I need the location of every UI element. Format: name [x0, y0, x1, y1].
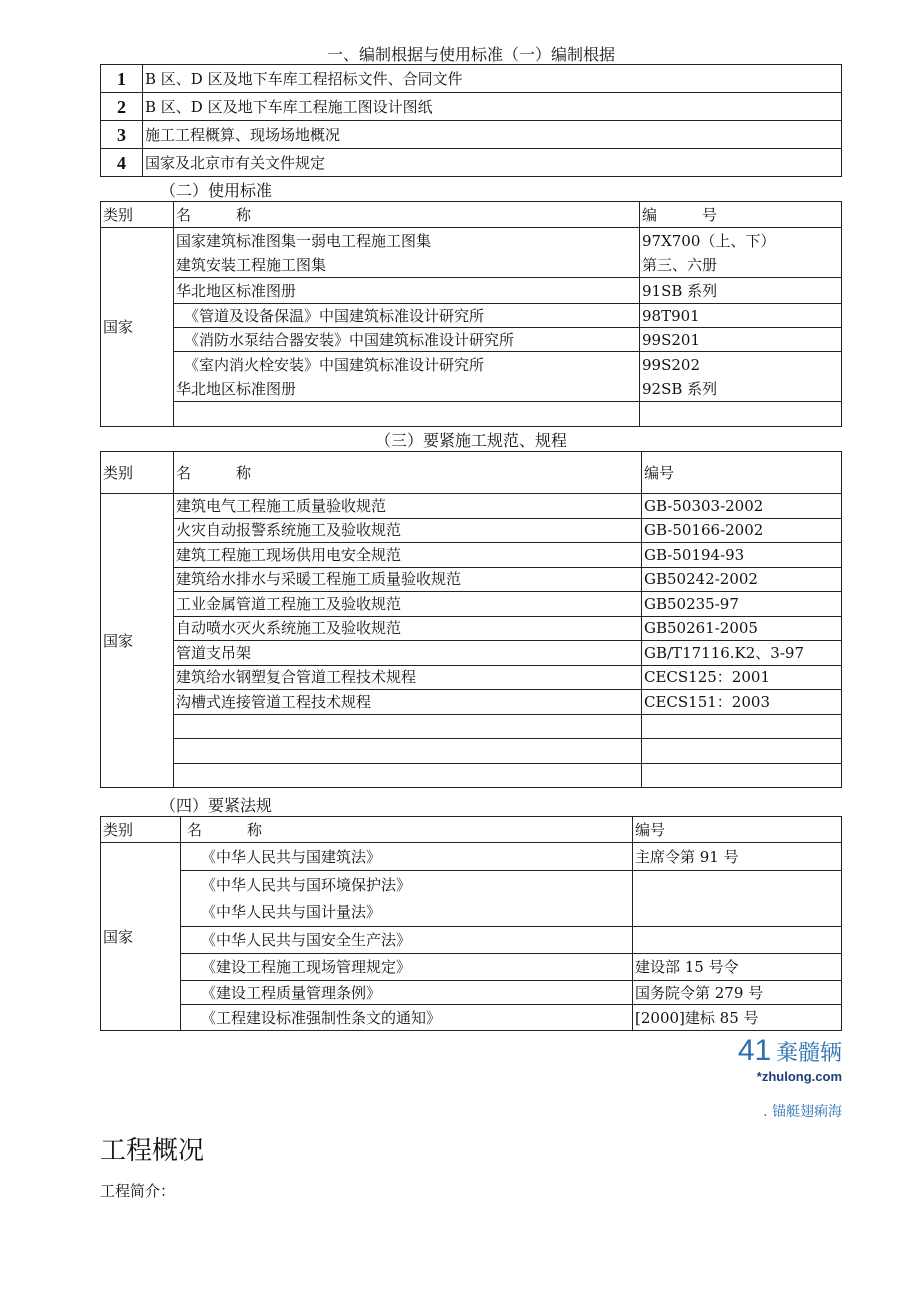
- table-header: 类别 名 称 编号: [101, 452, 842, 494]
- table-row: [101, 714, 842, 739]
- table-row: 火灾自动报警系统施工及验收规范 GB-50166-2002: [101, 518, 842, 543]
- table-row: 国家 建筑电气工程施工质量验收规范 GB-50303-2002: [101, 494, 842, 519]
- table-row: 工业金属管道工程施工及验收规范 GB50235-97: [101, 592, 842, 617]
- table-row: 3 施工工程概算、现场场地概况: [101, 121, 842, 149]
- table-row: 国家 《中华人民共与国建筑法》 主席令第 91 号: [101, 843, 842, 871]
- specifications-table: [100, 451, 842, 788]
- table-row: 《室内消火栓安装》中国建筑标准设计研究所 华北地区标准图册 99S202 92SB 系列: [101, 352, 842, 402]
- table-row: 建筑给水排水与采暖工程施工质量验收规范 GB50242-2002: [101, 567, 842, 592]
- category-cell: 国家: [101, 228, 174, 427]
- table-row: [101, 763, 842, 788]
- section2-title: （二）使用标准: [160, 181, 273, 200]
- table-header: 类别 名 称 编号: [101, 817, 842, 843]
- basis-table: [100, 64, 842, 177]
- section3-title: （三）要紧施工规范、规程: [374, 431, 567, 450]
- section4-title: （四）要紧法规: [160, 796, 273, 815]
- table-row: 《中华人民共与国安全生产法》: [101, 927, 842, 954]
- table-row: 沟槽式连接管道工程技术规程 CECS151：2003: [101, 690, 842, 715]
- table-row: 《建设工程施工现场管理规定》 建设部 15 号令: [101, 954, 842, 981]
- logo-text: 棄髓辆: [775, 1041, 842, 1066]
- table-row: 4 国家及北京市有关文件规定: [101, 149, 842, 177]
- table-row: 《工程建设标准强制性条文的通知》 [2000]建标 85 号: [101, 1005, 842, 1031]
- regulations-table: [100, 816, 842, 1031]
- watermark-logo: [738, 1034, 842, 1068]
- table-row: 国家 国家建筑标准图集一弱电工程施工图集 建筑安装工程施工图集 97X700（上、下） 第三、六册: [101, 228, 842, 278]
- category-cell: 国家: [101, 494, 174, 788]
- table-row: 《建设工程质量管理条例》 国务院令第 279 号: [101, 981, 842, 1005]
- logo-number: 41: [737, 1034, 772, 1067]
- table-row: [101, 402, 842, 427]
- table-row: [101, 739, 842, 764]
- table-header: 类别 名 称 编 号: [101, 202, 842, 228]
- table-row: 建筑工程施工现场供用电安全规范 GB-50194-93: [101, 543, 842, 568]
- table-row: 《管道及设备保温》中国建筑标准设计研究所 98T901: [101, 304, 842, 328]
- table-row: 1 B 区、D 区及地下车库工程招标文件、合同文件: [101, 65, 842, 93]
- table-row: 《中华人民共与国环境保护法》 《中华人民共与国计量法》: [101, 871, 842, 927]
- standards-table: [100, 201, 842, 427]
- table-row: 华北地区标准图册 91SB 系列: [101, 278, 842, 304]
- table-row: 《消防水泵结合器安装》中国建筑标准设计研究所 99S201: [101, 328, 842, 352]
- logo-subtitle: . 锚艇翅痢海: [763, 1104, 842, 1120]
- overview-heading: 工程概况: [100, 1136, 205, 1166]
- overview-intro: 工程简介：: [100, 1182, 176, 1200]
- table-row: 2 B 区、D 区及地下车库工程施工图设计图纸: [101, 93, 842, 121]
- logo-url: *zhulong.com: [756, 1069, 842, 1084]
- category-cell: 国家: [101, 843, 181, 1031]
- table-row: 自动喷水灭火系统施工及验收规范 GB50261-2005: [101, 616, 842, 641]
- table-row: 管道支吊架 GB/T17116.K2、3-97: [101, 641, 842, 666]
- table-row: 建筑给水钢塑复合管道工程技术规程 CECS125：2001: [101, 665, 842, 690]
- section1-title: 一、编制根据与使用标准（一）编制根据: [326, 45, 615, 64]
